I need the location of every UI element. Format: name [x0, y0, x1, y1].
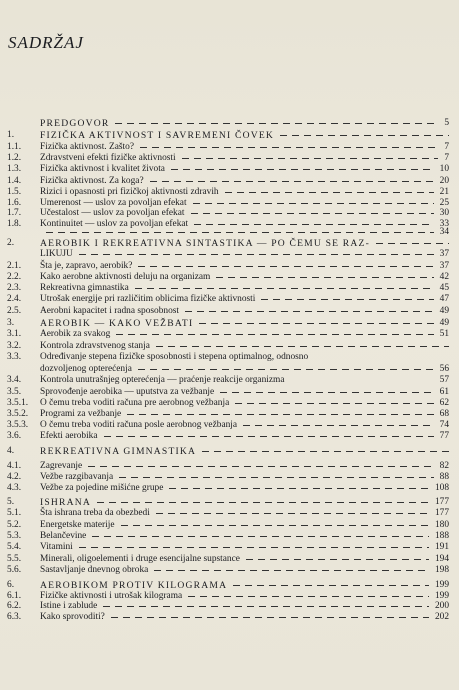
toc-entry: [0, 420, 459, 431]
toc-entry: [0, 387, 459, 398]
toc-entry-number: 3.5.1.: [7, 398, 29, 408]
toc-entry: [0, 531, 459, 542]
toc-entry-page: 49: [439, 318, 449, 328]
toc-entry-page: 45: [439, 283, 449, 293]
toc-entry-number: 3.1.: [7, 329, 22, 339]
toc-entry-title: FIZIČKA AKTIVNOST I SAVREMENI ČOVEK: [40, 130, 275, 141]
dot-leader: [46, 232, 434, 233]
toc-entry: [0, 176, 459, 187]
toc-entry-title: O čemu treba voditi računa posle aerobnog vežbanja: [40, 420, 238, 430]
toc-entry-number: 3.4.: [7, 375, 22, 385]
toc-entry-page: 191: [434, 542, 449, 552]
toc-entry-number: 3.2.: [7, 341, 22, 351]
toc-entry-number: 6.3.: [7, 612, 22, 622]
toc-entry-page: 108: [434, 483, 449, 493]
toc-entry-page: 5: [444, 118, 449, 128]
toc-entry: [0, 341, 459, 352]
dot-leader: [220, 392, 433, 393]
toc-entry-title: Umerenost — uslov za povoljan efekat: [40, 198, 187, 208]
dot-leader: [156, 346, 449, 347]
toc-entry-number: 1.8.: [7, 219, 22, 229]
toc-entry-page: 30: [439, 208, 449, 218]
toc-entry-page: 88: [439, 472, 449, 482]
toc-entry-number: 4.2.: [7, 472, 22, 482]
toc-entry-title: Efekti aerobika: [40, 431, 98, 441]
toc-entry: [0, 187, 459, 198]
toc-entry-page: 34: [439, 227, 449, 237]
toc-entry: [0, 580, 459, 591]
dot-leader: [185, 311, 434, 312]
toc-entry-number: 6.: [7, 580, 15, 590]
dot-leader: [169, 488, 429, 489]
toc-entry: [0, 554, 459, 565]
toc-entry-number: 2.: [7, 238, 15, 248]
toc-entry-title: Zagrevanje: [40, 461, 83, 471]
toc-entry-title: LIKUJU: [40, 249, 73, 259]
toc-entry-number: 4.3.: [7, 483, 22, 493]
toc-entry-title: AEROBIK — KAKO VEŽBATI: [40, 318, 194, 329]
toc-entry-number: 1.6.: [7, 198, 22, 208]
toc-entry: [0, 261, 459, 272]
toc-entry-page: 198: [434, 565, 449, 575]
toc-entry-page: 51: [439, 329, 449, 339]
toc-entry: [0, 497, 459, 508]
toc-entry-number: 2.4.: [7, 294, 22, 304]
dot-leader: [216, 277, 433, 278]
toc-entry-number: 3.: [7, 318, 15, 328]
toc-entry-page: 49: [439, 306, 449, 316]
dot-leader: [115, 123, 438, 124]
toc-entry-number: 2.2.: [7, 272, 22, 282]
toc-entry-page: 7: [444, 153, 449, 163]
toc-entry-page: 180: [434, 520, 449, 530]
toc-entry-title: Fizička aktivnost. Zašto?: [40, 142, 134, 152]
toc-entry-page: 61: [439, 387, 449, 397]
toc-entry-title: PREDGOVOR: [40, 118, 110, 129]
toc-entry-number: 2.3.: [7, 283, 22, 293]
toc-entry: [0, 130, 459, 141]
toc-entry-title: Rizici i opasnosti pri fizičkoj aktivnosti zdravih: [40, 187, 219, 197]
toc-entry-title: dozvoljenog opterećenja: [40, 364, 132, 374]
dot-leader: [261, 299, 433, 300]
toc-entry-page: 68: [439, 409, 449, 419]
toc-entry-number: 4.: [7, 446, 15, 456]
toc-entry-title: Rekreativna gimnastika: [40, 283, 129, 293]
toc-entry-page: 177: [434, 497, 449, 507]
toc-entry-page: 10: [439, 164, 449, 174]
dot-leader: [88, 466, 433, 467]
dot-leader: [119, 477, 433, 478]
toc-entry: [0, 375, 459, 386]
toc-entry-number: 5.5.: [7, 554, 22, 564]
toc-entry: [0, 483, 459, 494]
dot-leader: [150, 181, 434, 182]
toc-entry-page: 202: [434, 612, 449, 622]
toc-entry-title: Određivanje stepena fizičke sposobnosti i stepena optimalnog, odnosno: [40, 352, 309, 362]
toc-entry-number: 5.2.: [7, 520, 22, 530]
dot-leader: [154, 570, 429, 571]
toc-entry-title: Kontrola zdravstvenog stanja: [40, 341, 150, 351]
toc-entry: [0, 283, 459, 294]
toc-entry-number: 1.4.: [7, 176, 22, 186]
toc-entry-title: Belančevine: [40, 531, 87, 541]
toc-entry-title: Kako sprovoditi?: [40, 612, 105, 622]
dot-leader: [138, 266, 433, 267]
toc-entry-number: 5.3.: [7, 531, 22, 541]
toc-entry-title: Energetske materije: [40, 520, 115, 530]
dot-leader: [103, 606, 429, 607]
toc-entry-title: Istine i zablude: [40, 601, 98, 611]
toc-entry-title: Fizička aktivnost. Za koga?: [40, 176, 144, 186]
toc-entry-title: Sastavljanje dnevnog obroka: [40, 565, 149, 575]
dot-leader: [182, 158, 439, 159]
toc-entry: [0, 542, 459, 553]
toc-entry-page: 56: [439, 364, 449, 374]
toc-entry-title: Kontrola unutrašnjeg opterećenja — praćenje reakcije organizma: [40, 375, 285, 385]
toc-entry-page: 25: [439, 198, 449, 208]
dot-leader: [188, 596, 429, 597]
dot-leader: [138, 369, 434, 370]
dot-leader: [127, 414, 433, 415]
toc-entry-page: 42: [439, 272, 449, 282]
toc-entry-page: 33: [439, 219, 449, 229]
toc-entry-page: 177: [434, 508, 449, 518]
toc-entry-number: 1.1.: [7, 142, 22, 152]
dot-leader: [104, 436, 434, 437]
toc-entry-title: Vežbe za pojedine mišićne grupe: [40, 483, 164, 493]
toc-entry: [0, 352, 459, 363]
toc-entry: [0, 227, 459, 238]
toc-entry-title: Kako aerobne aktivnosti deluju na organizam: [40, 272, 211, 282]
toc-entry-title: Aerobni kapacitet i radna sposobnost: [40, 306, 180, 316]
toc-entry: [0, 612, 459, 623]
toc-entry-page: 57: [439, 375, 449, 385]
toc-entry-title: Vežbe razgibavanja: [40, 472, 114, 482]
toc-entry-number: 3.6.: [7, 431, 22, 441]
page-title: SADRŽAJ: [8, 33, 84, 52]
dot-leader: [235, 403, 433, 404]
toc-entry-number: 4.1.: [7, 461, 22, 471]
dot-leader: [111, 617, 429, 618]
dot-leader: [156, 513, 429, 514]
dot-leader: [121, 525, 429, 526]
dot-leader: [243, 425, 434, 426]
toc-entry-page: 7: [444, 142, 449, 152]
toc-entry-title: Vitamini: [40, 542, 73, 552]
toc-entry-title: Programi za vežbanje: [40, 409, 122, 419]
dot-leader: [193, 203, 434, 204]
toc-entry: [0, 294, 459, 305]
dot-leader: [280, 135, 449, 136]
dot-leader: [79, 254, 434, 255]
toc-entry-number: 6.1.: [7, 591, 22, 601]
toc-entry-title: O čemu treba voditi računa pre aerobnog vežbanja: [40, 398, 230, 408]
toc-entry: [0, 508, 459, 519]
toc-entry: [0, 601, 459, 612]
toc-entry-title: Učestalost — uslov za povoljan efekat: [40, 208, 185, 218]
dot-leader: [246, 559, 429, 560]
toc-entry-page: 77: [439, 431, 449, 441]
toc-entry-title: Šta ishrana treba da obezbedi: [40, 508, 150, 518]
toc-entry: [0, 409, 459, 420]
dot-leader: [135, 288, 434, 289]
toc-entry: [0, 565, 459, 576]
toc-entry: [0, 249, 459, 260]
toc-entry: [0, 520, 459, 531]
toc-entry-number: 1.7.: [7, 208, 22, 218]
toc-entry-title: ISHRANA: [40, 497, 92, 508]
toc-entry-title: Minerali, oligoelementi i druge esencijalne supstance: [40, 554, 240, 564]
dot-leader: [92, 536, 429, 537]
toc-entry-page: 199: [434, 591, 449, 601]
toc-entry-page: 194: [434, 554, 449, 564]
toc-entry-number: 3.5.2.: [7, 409, 29, 419]
toc-entry-page: 74: [439, 420, 449, 430]
dot-leader: [116, 334, 433, 335]
toc-entry-title: Šta je, zapravo, aerobik?: [40, 261, 133, 271]
toc-entry: [0, 208, 459, 219]
toc-entry-title: Zdravstveni efekti fizičke aktivnosti: [40, 153, 176, 163]
toc-entry-title: Utrošak energije pri različitim oblicima fizičke aktivnosti: [40, 294, 256, 304]
toc-entry: [0, 306, 459, 317]
toc-entry: [0, 472, 459, 483]
toc-entry-title: REKREATIVNA GIMNASTIKA: [40, 446, 197, 457]
toc-entry: [0, 446, 459, 457]
toc-entry: [0, 142, 459, 153]
dot-leader: [140, 147, 438, 148]
toc-entry-title: AEROBIKOM PROTIV KILOGRAMA: [40, 580, 228, 591]
toc-entry-page: 47: [439, 294, 449, 304]
toc-entry: [0, 272, 459, 283]
toc-entry-number: 1.3.: [7, 164, 22, 174]
toc-entry-number: 1.2.: [7, 153, 22, 163]
toc-entry: [0, 431, 459, 442]
toc-entry-number: 1.5.: [7, 187, 22, 197]
toc-entry: [0, 318, 459, 329]
toc-entry-page: 199: [434, 580, 449, 590]
toc-entry-title: Fizička aktivnost i kvalitet života: [40, 164, 165, 174]
toc-entry-title: Fizičke aktivnosti i utrošak kilograma: [40, 591, 183, 601]
toc-entry: [0, 164, 459, 175]
dot-leader: [194, 224, 433, 225]
toc-entry-number: 5.6.: [7, 565, 22, 575]
toc-entry: [0, 364, 459, 375]
toc-entry-page: 37: [439, 249, 449, 259]
toc-entry-page: 21: [439, 187, 449, 197]
toc-entry-number: 1.: [7, 130, 15, 140]
dot-leader: [171, 169, 434, 170]
toc-entry-page: 62: [439, 398, 449, 408]
toc-entry-number: 5.4.: [7, 542, 22, 552]
toc-entry: [0, 329, 459, 340]
toc-entry-title: Sprovođenje aerobika — uputstva za vežbanje: [40, 387, 215, 397]
toc-entry-page: 200: [434, 601, 449, 611]
toc-entry-number: 3.3.: [7, 352, 22, 362]
toc-entry-page: 37: [439, 261, 449, 271]
dot-leader: [79, 547, 429, 548]
toc-entry-number: 3.5.: [7, 387, 22, 397]
toc-entry: [0, 461, 459, 472]
dot-leader: [191, 213, 434, 214]
toc-entry: [0, 153, 459, 164]
dot-leader: [376, 243, 449, 244]
toc-entry: [0, 238, 459, 249]
toc-entry-number: 2.5.: [7, 306, 22, 316]
toc-entry-number: 6.2.: [7, 601, 22, 611]
dot-leader: [199, 323, 433, 324]
toc-entry-number: 2.1.: [7, 261, 22, 271]
toc-entry: [0, 398, 459, 409]
toc-entry-title: Kontinuitet — uslov za povoljan efekat: [40, 219, 189, 229]
toc-entry-page: 82: [439, 461, 449, 471]
toc-entry-number: 5.1.: [7, 508, 22, 518]
toc-entry: [0, 118, 459, 129]
dot-leader: [202, 451, 449, 452]
toc-entry-title: Aerobik za svakog: [40, 329, 111, 339]
toc-entry-number: 3.5.3.: [7, 420, 29, 430]
dot-leader: [97, 502, 429, 503]
toc-entry-page: 20: [439, 176, 449, 186]
dot-leader: [233, 585, 429, 586]
dot-leader: [225, 192, 434, 193]
toc-entry-number: 5.: [7, 497, 15, 507]
toc-entry-page: 188: [434, 531, 449, 541]
toc-entry-title: AEROBIK I REKREATIVNA SINTASTIKA — PO ČEMU SE RAZ-: [40, 238, 370, 249]
